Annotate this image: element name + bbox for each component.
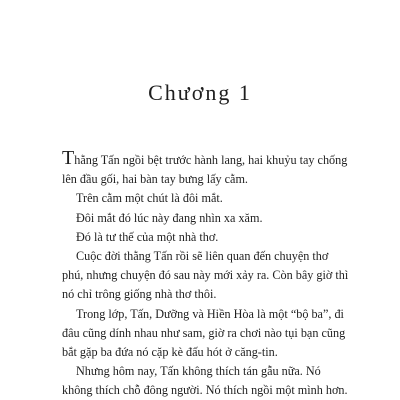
chapter-title: Chương 1 bbox=[148, 80, 252, 105]
paragraph-1 bbox=[62, 147, 352, 189]
paragraph-2: Trên cằm một chút là đôi mắt. bbox=[76, 191, 223, 206]
paragraph-6: Trong lớp, Tấn, Dưỡng và Hiền Hòa là một “bộ ba”, đi đâu cũng dính nhau như sam, giờ ra chơi nào tụi bạn cũng bắt gặp ba đứa nó cặp kè đấu hót ở căng-tin. bbox=[62, 306, 346, 360]
chapter-body bbox=[62, 147, 352, 400]
paragraph-5: Cuộc đời thằng Tấn rồi sẽ liên quan đến chuyện thơ phú, nhưng chuyện đó sau này mới xảy ra. Còn bây giờ thì nó chỉ trông giống nhà thơ thôi. bbox=[62, 249, 349, 302]
paragraph-7: Nhưng hôm nay, Tấn không thích tán gẫu nữa. Nó không thích chỗ đông người. Nó thích ngồi một mình hơn. bbox=[62, 364, 348, 398]
paragraph-1-text: hằng Tấn ngồi bệt trước hành lang, hai khuỷu tay chống lên đầu gối, hai bàn tay bưng lấy cằm. bbox=[62, 153, 348, 187]
paragraph-4: Đó là tư thế của một nhà thơ. bbox=[76, 229, 219, 244]
paragraph-3: Đôi mắt đó lúc này đang nhìn xa xăm. bbox=[76, 210, 263, 225]
drop-cap: T bbox=[62, 147, 75, 169]
